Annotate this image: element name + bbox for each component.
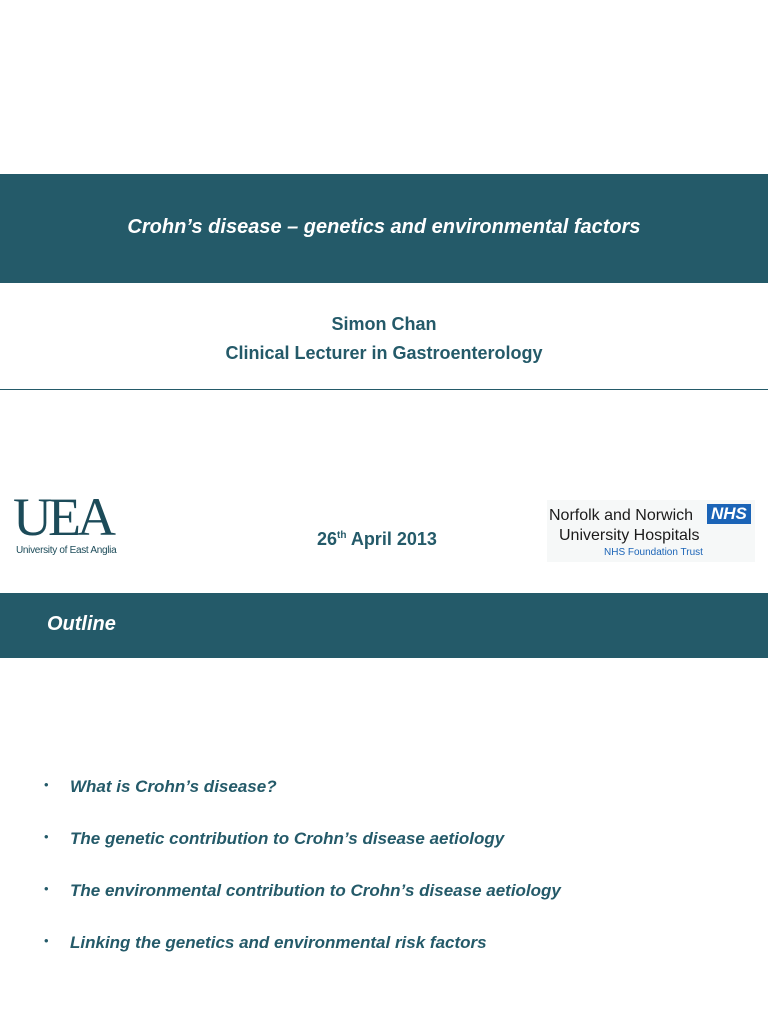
author-name: Simon Chan — [331, 314, 437, 334]
date-day: 26 — [317, 529, 338, 549]
date-rest: April 2013 — [346, 529, 437, 549]
author-block — [0, 310, 768, 368]
date-suffix: th — [337, 530, 347, 541]
bullet-text: What is Crohn’s disease? — [70, 777, 277, 796]
nnuh-logo-line2: University Hospitals — [559, 527, 700, 544]
bullet-dot-icon: • — [44, 881, 49, 896]
divider — [0, 389, 768, 390]
title-band — [0, 174, 768, 283]
nhs-badge: NHS — [707, 504, 751, 524]
presentation-date — [317, 529, 437, 550]
uea-logo — [13, 487, 123, 560]
nnuh-logo-line1: Norfolk and Norwich — [549, 507, 694, 524]
list-item — [0, 776, 768, 828]
bullet-dot-icon: • — [44, 829, 49, 844]
bullet-text: The genetic contribution to Crohn’s disease aetiology — [70, 829, 505, 848]
bullet-text: The environmental contribution to Crohn’s disease aetiology — [70, 881, 561, 900]
bullet-text: Linking the genetics and environmental risk factors — [70, 933, 487, 952]
list-item — [0, 932, 768, 984]
outline-title: Outline — [47, 613, 116, 635]
list-item — [0, 828, 768, 880]
nnuh-logo — [547, 500, 755, 562]
outline-band — [0, 593, 768, 658]
bullet-dot-icon: • — [44, 933, 49, 948]
author-role: Clinical Lecturer in Gastroenterology — [225, 343, 543, 363]
uea-logo-mark: UEA — [13, 487, 112, 547]
uea-logo-caption: University of East Anglia — [16, 545, 117, 556]
slide-title: Crohn’s disease – genetics and environmental factors — [127, 216, 641, 238]
outline-bullet-list — [0, 776, 768, 984]
bullet-dot-icon: • — [44, 777, 49, 792]
nnuh-logo-line3: NHS Foundation Trust — [604, 547, 703, 558]
list-item — [0, 880, 768, 932]
